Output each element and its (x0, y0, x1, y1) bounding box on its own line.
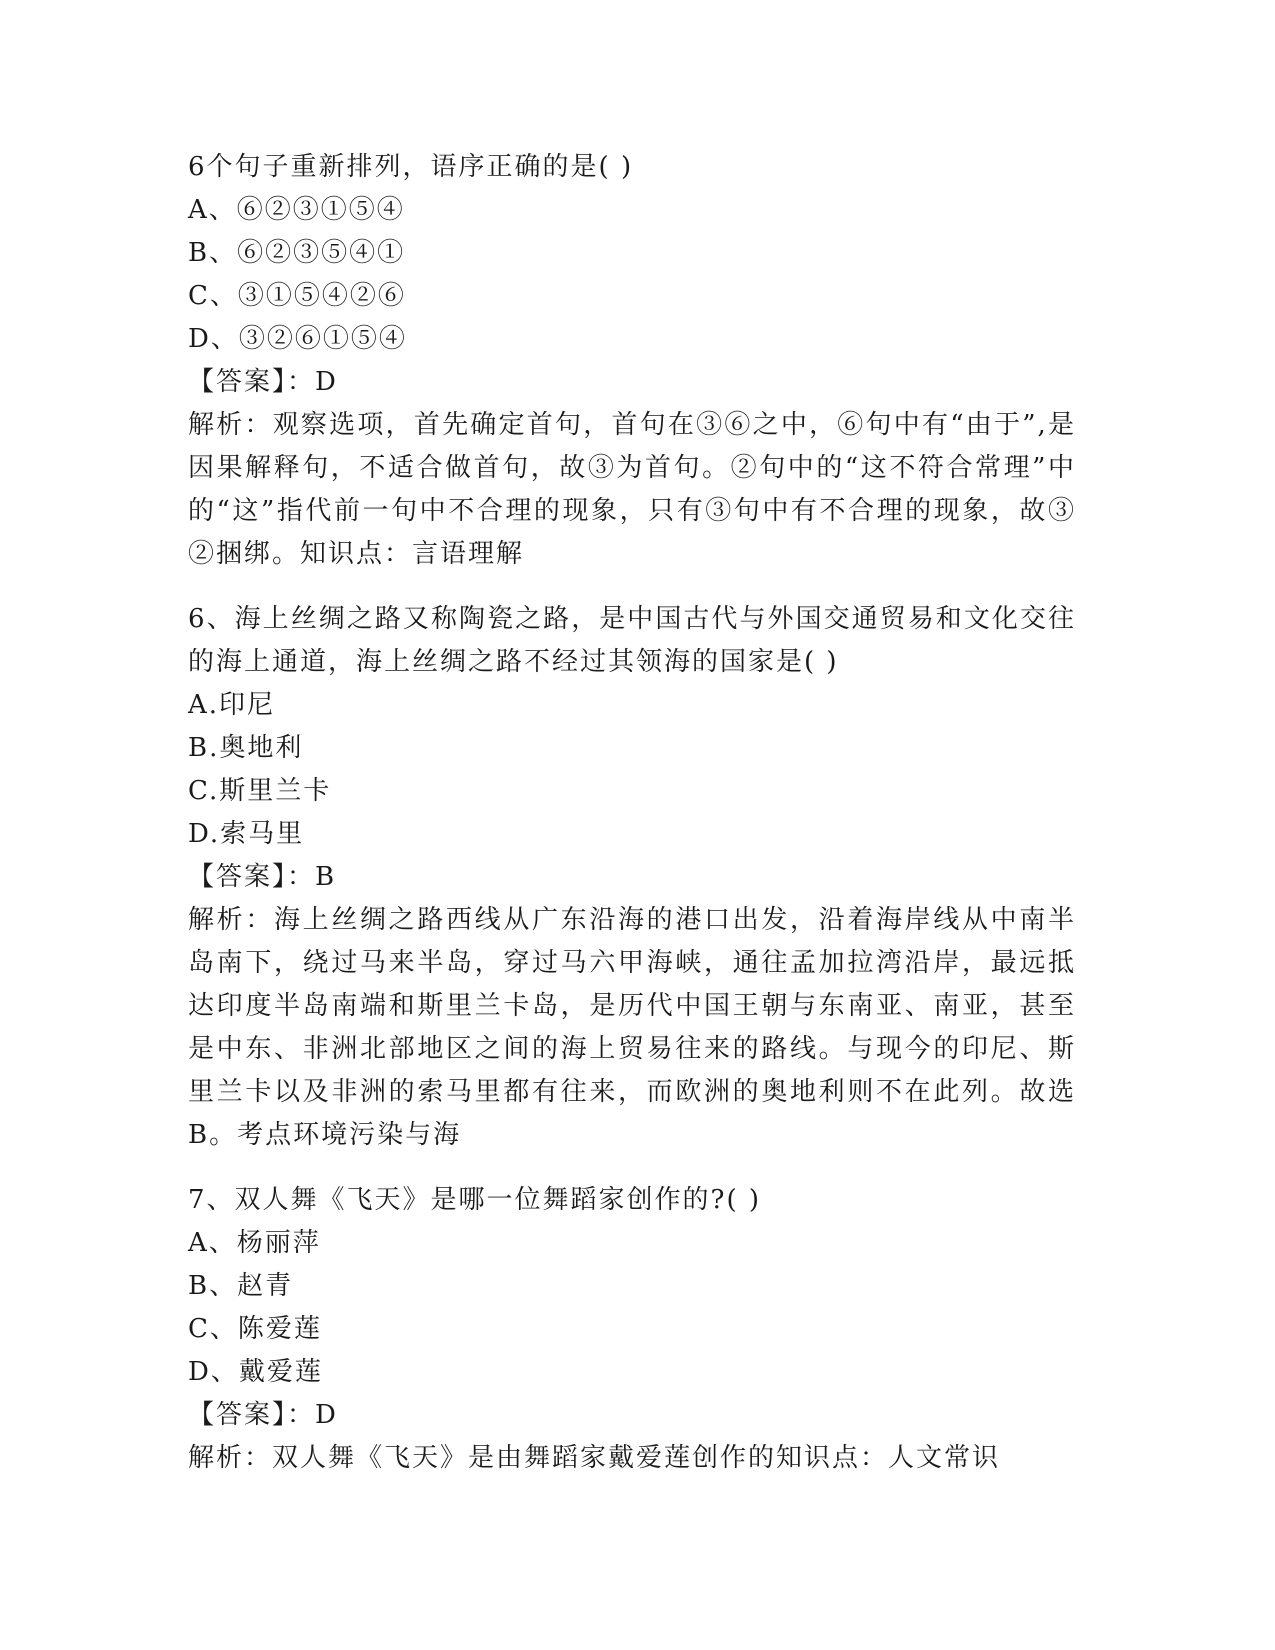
analysis: 解析：观察选项，首先确定首句，首句在③⑥之中，⑥句中有“由于”,是因果解释句，不适合做首句，故③为首句。②句中的“这不符合常理”中的“这”指代前一句中不合理的现象，只有③句中有不合理的现象，故③②捆绑。知识点：言语理解 (188, 410, 1076, 569)
option-d: D、戴爱莲 (188, 1357, 323, 1387)
question-stem: 7、双人舞《飞天》是哪一位舞蹈家创作的?( ) (188, 1185, 762, 1215)
option-d: D、③②⑥①⑤④ (188, 324, 407, 354)
question-stem: 6、海上丝绸之路又称陶瓷之路，是中国古代与外国交通贸易和文化交往的海上通道，海上丝绸之路不经过其领海的国家是( ) (188, 604, 1076, 677)
option-a: A、杨丽萍 (188, 1228, 321, 1258)
analysis: 解析：双人舞《飞天》是由舞蹈家戴爱莲创作的知识点：人文常识 (188, 1443, 1001, 1473)
option-c: C、③①⑤④②⑥ (188, 281, 406, 311)
option-a: A、⑥②③①⑤④ (188, 195, 405, 225)
answer: 【答案】：D (188, 1400, 338, 1430)
option-c: C、陈爱莲 (188, 1314, 322, 1344)
answer: 【答案】：D (188, 367, 338, 397)
document-page (188, 146, 1088, 1480)
question-block-2 (188, 598, 1088, 1157)
analysis: 解析：海上丝绸之路西线从广东沿海的港口出发，沿着海岸线从中南半岛南下，绕过马来半岛，穿过马六甲海峡，通往孟加拉湾沿岸，最远抵达印度半岛南端和斯里兰卡岛，是历代中国王朝与东南亚、南亚，甚至是中东、非洲北部地区之间的海上贸易往来的路线。与现今的印尼、斯里兰卡以及非洲的索马里都有往来，而欧洲的奥地利则不在此列。故选B。考点环境污染与海 (188, 905, 1076, 1150)
option-d: D.索马里 (188, 819, 305, 849)
answer: 【答案】：B (188, 862, 337, 892)
question-block-1 (188, 146, 1088, 576)
option-c: C.斯里兰卡 (188, 776, 332, 806)
question-block-3 (188, 1179, 1088, 1480)
spacer (188, 576, 1088, 598)
option-b: B、⑥②③⑤④① (188, 238, 406, 268)
option-a: A.印尼 (188, 690, 276, 720)
question-stem: 6个句子重新排列，语序正确的是( ) (188, 152, 634, 182)
option-b: B、赵青 (188, 1271, 294, 1301)
option-b: B.奥地利 (188, 733, 304, 763)
spacer (188, 1157, 1088, 1179)
